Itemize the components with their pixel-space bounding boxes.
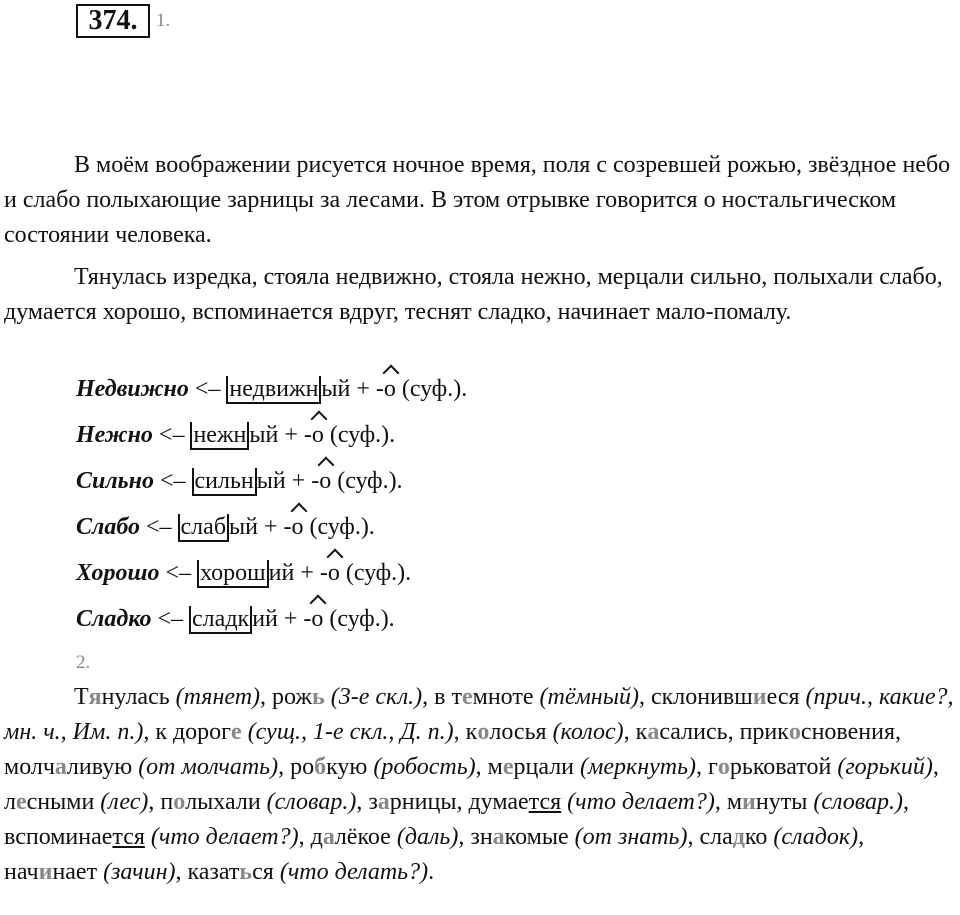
paragraph-1: В моём воображении рисуется ночное время, поля с созревшей рожью, звёздное небо и слабо полыхающие зарницы за лесами. В этом отрывке говорится о ностальгическом состоянии человека. (4, 152, 951, 248)
stem-mark: хорош (197, 560, 269, 588)
stem-mark: нежн (190, 422, 249, 450)
section-1-label: 1. (156, 10, 171, 31)
suffix-mark: о (291, 514, 304, 540)
derivation-word: Слабо (76, 514, 140, 540)
suffix-mark: о (319, 468, 332, 494)
derivation-word: Недвижно (76, 376, 189, 402)
derivation-row: Хорошо <– хорош ий + -о (суф.). (76, 560, 412, 586)
derivation-word: Сладко (76, 606, 152, 632)
stem-mark: сильн (192, 468, 257, 496)
derivation-word: Сильно (76, 468, 154, 494)
stem-mark: слаб (178, 514, 230, 542)
exercise-number: 374. (76, 4, 150, 38)
derivation-row: Сладко <– сладк ий + -о (суф.). (76, 606, 395, 632)
derivation-row: Нежно <– нежн ый + -о (суф.). (76, 422, 396, 448)
derivation-row: Недвижно <– недвижн ый + -о (суф.). (76, 376, 468, 402)
part-2-paragraph: Тянулась (тянет), рожь (3-е скл.), в темноте (тёмный), склонившиеся (прич., какие?, мн. ч., Им. п.), к дороге (сущ., 1-е скл., Д. п.), колосья (колос), касались, прикосновения, молчаливую (от молчать), робкую (робость), мерцали (меркнуть), горьковатой (горький), лесными (лес), полыхали (словар.), зарницы, думается (что делает?), минуты (словар.), вспоминается (что делает?), далёкое (даль), знакомые (от знать), сладко (сладок), начинает (зачин), казаться (что делать?). (4, 684, 954, 885)
suffix-mark: о (383, 376, 396, 402)
section-2-label: 2. (76, 652, 91, 673)
derivation-word: Хорошо (76, 560, 160, 586)
stem-mark: сладк (189, 606, 252, 634)
derivation-word: Нежно (76, 422, 153, 448)
paragraph-2: Тянулась изредка, стояла недвижно, стояла нежно, мерцали сильно, полыхали слабо, думается хорошо, вспоминается вдруг, теснят сладко, начинает мало-помалу. (4, 264, 943, 325)
suffix-mark: о (327, 560, 340, 586)
derivation-row: Слабо <– слаб ый + -о (суф.). (76, 514, 375, 540)
suffix-mark: о (311, 422, 324, 448)
derivation-row: Сильно <– сильн ый + -о (суф.). (76, 468, 403, 494)
stem-mark: недвижн (226, 376, 321, 404)
suffix-mark: о (311, 606, 324, 632)
